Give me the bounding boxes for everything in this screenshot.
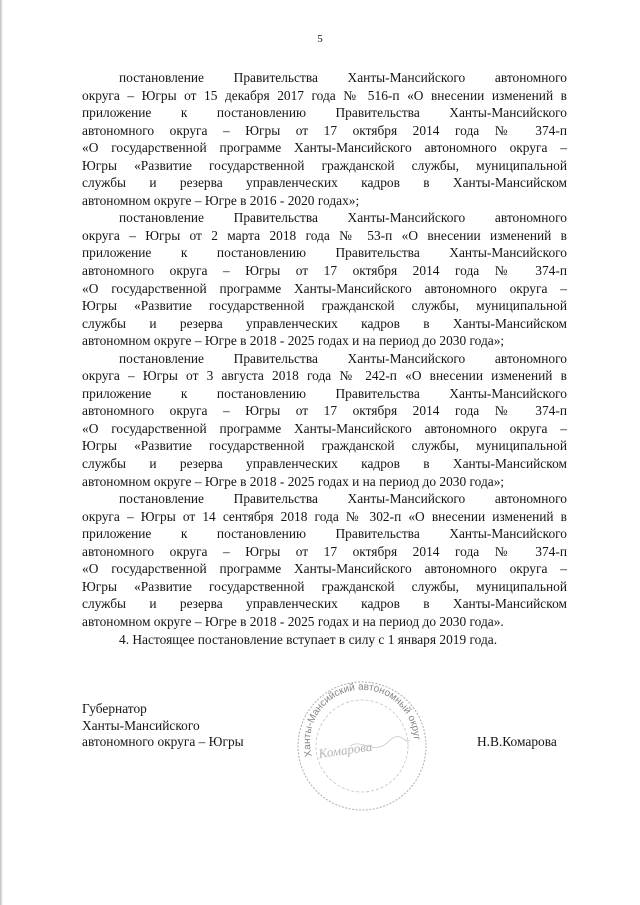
text-line: «О государственной программе Ханты-Мансийского автономного округа – <box>82 561 567 577</box>
paragraph-resolution-302 <box>82 490 567 630</box>
text-line: службы и резерва управленческих кадров в Ханты-Мансийском <box>82 315 567 331</box>
text-line: постановление Правительства Ханты-Мансийского автономного <box>119 350 567 366</box>
document-body <box>82 69 567 648</box>
text-line: службы и резерва управленческих кадров в Ханты-Мансийском <box>82 596 567 612</box>
text-line: Югры «Развитие государственной гражданской службы, муниципальной <box>82 578 567 594</box>
text-line: автономного округа – Югры от 17 октября 2014 года № 374-п <box>82 403 567 419</box>
text-line: «О государственной программе Ханты-Мансийского автономного округа – <box>82 280 567 296</box>
text-line: приложение к постановлению Правительства Ханты-Мансийского <box>82 526 567 542</box>
text-line: службы и резерва управленческих кадров в Ханты-Мансийском <box>82 456 567 472</box>
scan-edge <box>0 0 3 905</box>
signatory-name: Н.В.Комарова <box>477 734 557 749</box>
text-line: округа – Югры от 2 марта 2018 года № 53-п «О внесении изменений в <box>82 227 567 243</box>
position-line: Ханты-Мансийского <box>82 717 200 733</box>
text-line: автономном округе – Югре в 2018 - 2025 годах и на период до 2030 года»; <box>82 473 505 489</box>
text-line: округа – Югры от 14 сентября 2018 года № 302-п «О внесении изменений в <box>82 508 567 524</box>
text-line: автономном округе – Югре в 2018 - 2025 годах и на период до 2030 года»; <box>82 333 505 349</box>
text-line: автономном округе – Югре в 2016 - 2020 годах»; <box>82 192 360 208</box>
text-line: Югры «Развитие государственной гражданской службы, муниципальной <box>82 298 567 314</box>
page-number: 5 <box>317 33 323 45</box>
signature-position <box>82 701 244 751</box>
position-line: Губернатор <box>82 701 147 716</box>
position-line: автономного округа – Югры <box>82 734 244 749</box>
text-line: автономного округа – Югры от 17 октября 2014 года № 374-п <box>82 122 567 138</box>
text-line: округа – Югры от 3 августа 2018 года № 242-п «О внесении изменений в <box>82 368 567 384</box>
paragraph-effective-date: 4. Настоящее постановление вступает в силу с 1 января 2019 года. <box>119 631 498 647</box>
text-line: автономном округе – Югре в 2018 - 2025 годах и на период до 2030 года». <box>82 613 504 629</box>
text-line: приложение к постановлению Правительства Ханты-Мансийского <box>82 105 567 121</box>
text-line: «О государственной программе Ханты-Мансийского автономного округа – <box>82 140 567 156</box>
paragraph-resolution-242 <box>82 350 567 490</box>
signature-scrawl: Комарова <box>317 738 374 762</box>
text-line: постановление Правительства Ханты-Мансийского автономного <box>119 70 567 85</box>
text-line: постановление Правительства Ханты-Мансийского автономного <box>119 210 567 226</box>
text-line: постановление Правительства Ханты-Мансийского автономного <box>119 491 567 507</box>
paragraph-resolution-516 <box>82 69 567 209</box>
text-line: «О государственной программе Ханты-Мансийского автономного округа – <box>82 420 567 436</box>
text-line: автономного округа – Югры от 17 октября 2014 года № 374-п <box>82 543 567 559</box>
official-seal <box>292 676 432 816</box>
text-line: автономного округа – Югры от 17 октября 2014 года № 374-п <box>82 263 567 279</box>
text-line: Югры «Развитие государственной гражданской службы, муниципальной <box>82 157 567 173</box>
text-line: приложение к постановлению Правительства Ханты-Мансийского <box>82 385 567 401</box>
text-line: округа – Югры от 15 декабря 2017 года № 516-п «О внесении изменений в <box>82 87 567 103</box>
paragraph-resolution-53 <box>82 209 567 349</box>
seal-ring-text: Ханты-Мансийский автономный округ <box>301 681 422 758</box>
text-line: Югры «Развитие государственной гражданской службы, муниципальной <box>82 438 567 454</box>
text-line: приложение к постановлению Правительства Ханты-Мансийского <box>82 245 567 261</box>
text-line: службы и резерва управленческих кадров в Ханты-Мансийском <box>82 175 567 191</box>
